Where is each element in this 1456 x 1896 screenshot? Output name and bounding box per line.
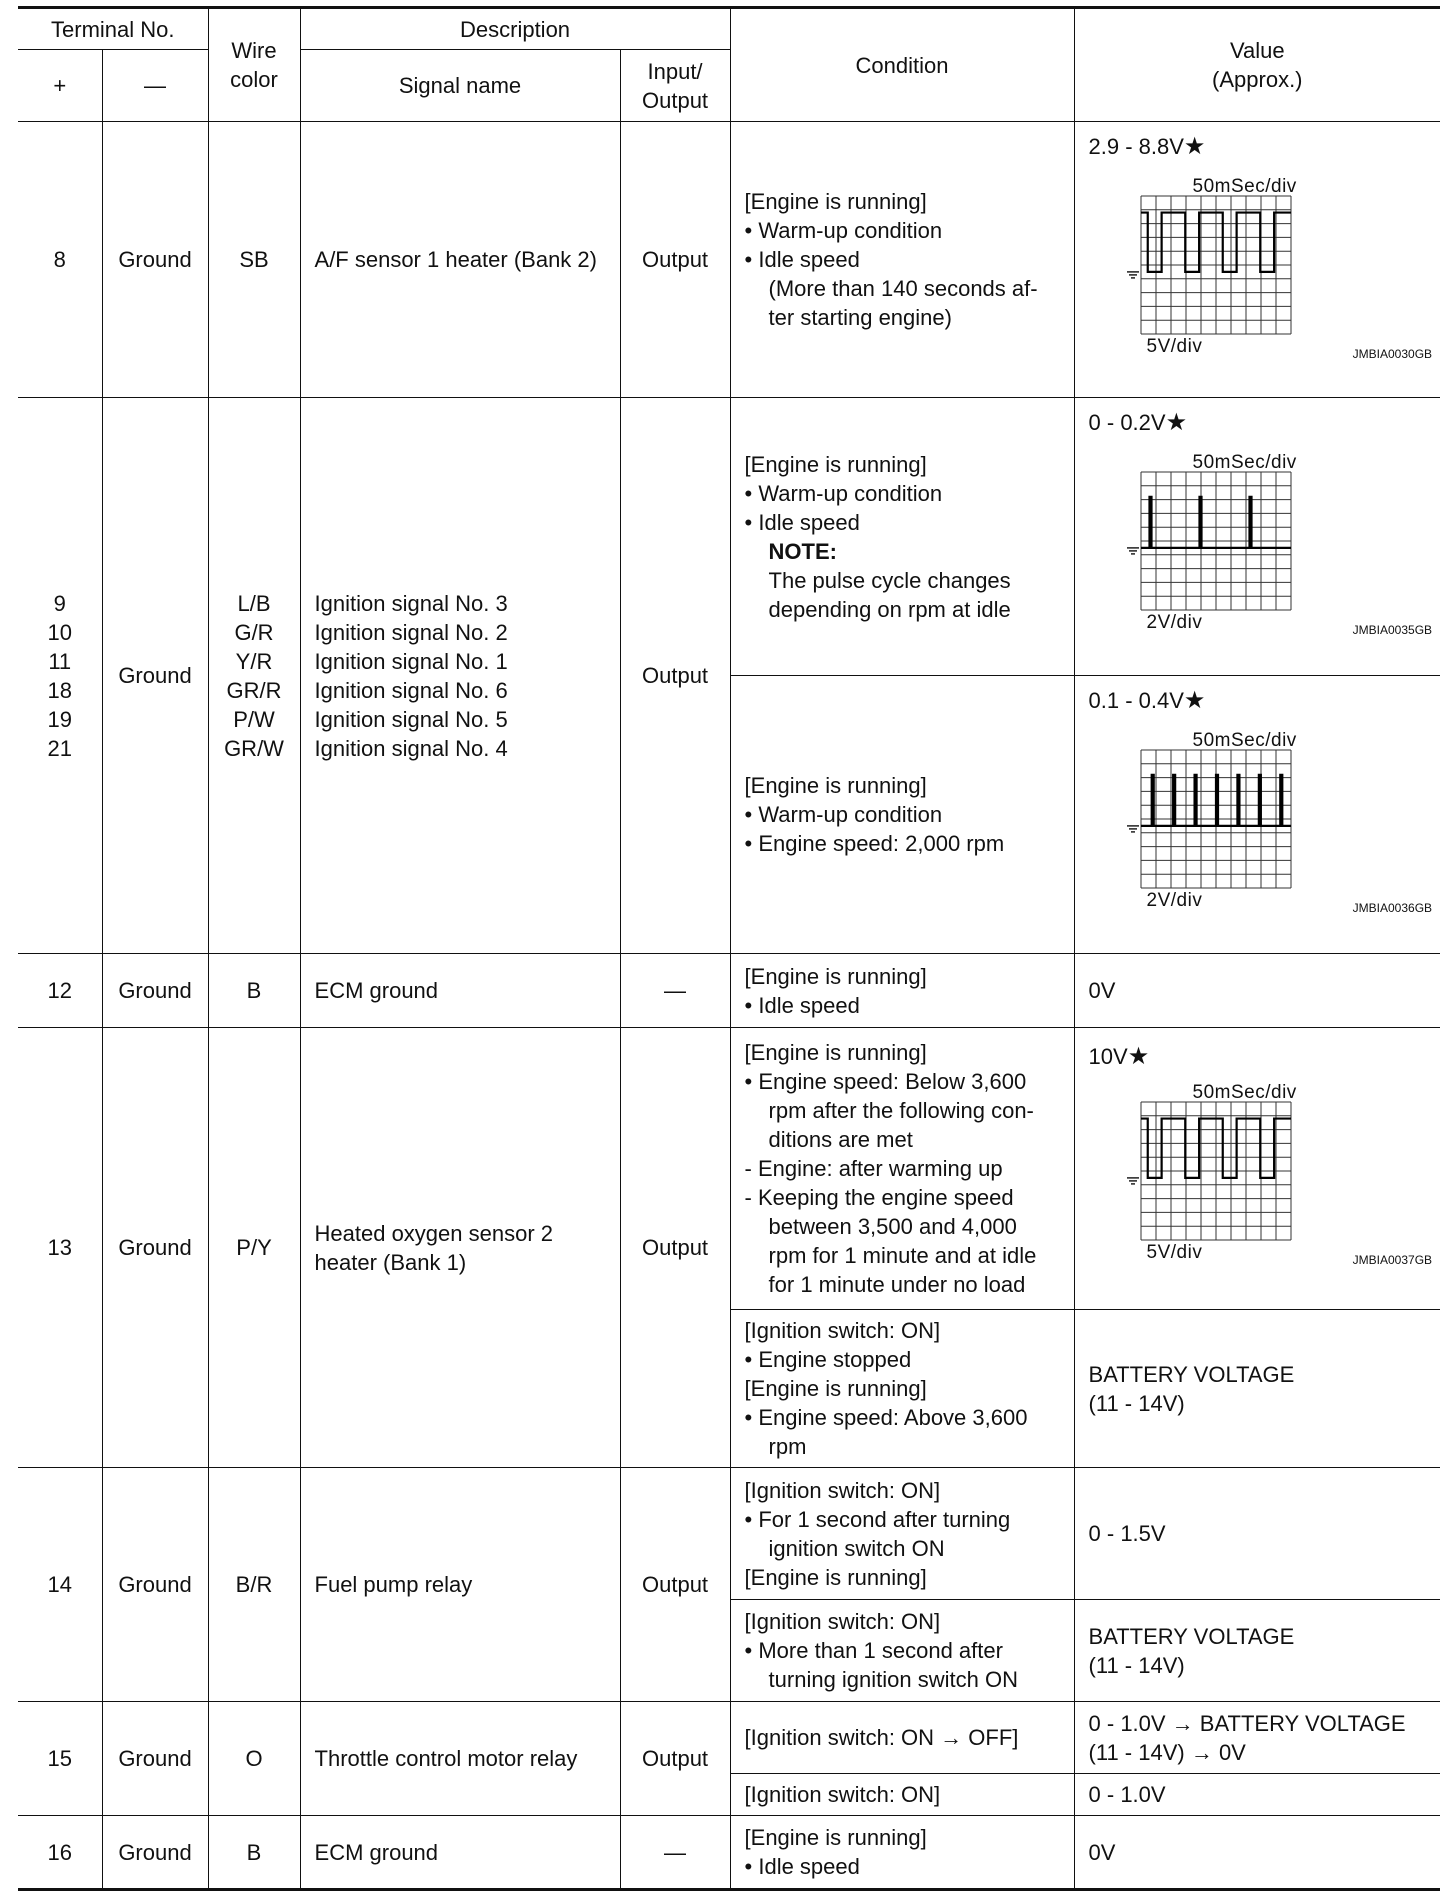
terminal-ground: Ground	[102, 1816, 208, 1890]
condition-bullet: • Idle speed	[744, 509, 860, 535]
terminal-ground: Ground	[102, 1468, 208, 1702]
header-signal-name: Signal name	[300, 50, 620, 122]
header-value: Value (Approx.)	[1074, 8, 1440, 122]
terminal-number: 14	[18, 1468, 102, 1702]
value-waveform-cell	[1074, 1028, 1440, 1310]
condition-line: depending on rpm at idle	[768, 596, 1011, 622]
voltage-scale: 5V/div	[1146, 336, 1203, 357]
voltage-value: 10V★	[1088, 1043, 1150, 1070]
condition-line: for 1 minute under no load	[768, 1272, 1026, 1297]
value-text: 0V	[1074, 1816, 1440, 1890]
condition-bullet: • Warm-up condition	[744, 218, 943, 243]
condition-bullet: • Idle speed	[744, 1854, 860, 1879]
condition-line: [Engine is running]	[744, 1376, 927, 1401]
condition-cell	[730, 122, 1074, 398]
wire-color: B	[208, 1816, 300, 1890]
table-row	[18, 398, 1440, 676]
wire-color: SB	[208, 122, 300, 398]
table-row	[18, 1468, 1440, 1600]
value-text: 0 - 1.0V → BATTERY VOLTAGE (11 - 14V) → 0V	[1074, 1702, 1440, 1774]
condition-line: turning ignition switch ON	[768, 1667, 1018, 1692]
condition-cell	[730, 1702, 1074, 1774]
input-output: Output	[620, 1028, 730, 1468]
condition-line: rpm after the following con-	[768, 1098, 1034, 1123]
terminal-number: 12	[18, 954, 102, 1028]
condition-line: [Ignition switch: ON]	[744, 1609, 941, 1634]
signal-name: Fuel pump relay	[300, 1468, 620, 1702]
condition-line: ter starting engine)	[768, 305, 952, 330]
header-wire-color: Wire color	[208, 8, 300, 122]
terminal-ground: Ground	[102, 1702, 208, 1816]
terminal-number: 8	[18, 122, 102, 398]
table-row	[18, 1702, 1440, 1774]
input-output: —	[620, 1816, 730, 1890]
condition-bullet: • Warm-up condition	[744, 480, 943, 506]
condition-line: [Ignition switch: ON]	[744, 1782, 941, 1807]
value-text: BATTERY VOLTAGE (11 - 14V)	[1074, 1310, 1440, 1468]
wire-color: O	[208, 1702, 300, 1816]
voltage-value: 2.9 - 8.8V★	[1088, 133, 1206, 160]
condition-cell	[730, 1028, 1074, 1310]
condition-line: between 3,500 and 4,000	[768, 1214, 1017, 1239]
condition-line: [Engine is running]	[744, 189, 927, 214]
voltage-value: 0 - 0.2V★	[1088, 409, 1188, 436]
wire-color: P/Y	[208, 1028, 300, 1468]
condition-line: rpm	[768, 1434, 807, 1459]
time-scale: 50mSec/div	[1192, 176, 1297, 197]
condition-cell	[730, 398, 1074, 676]
voltage-value: 0.1 - 0.4V★	[1088, 687, 1206, 714]
wire-color: B	[208, 954, 300, 1028]
condition-cell	[730, 1600, 1074, 1702]
figure-code: JMBIA0036GB	[1352, 901, 1433, 915]
condition-bullet: • Warm-up condition	[744, 802, 943, 827]
condition-cell	[730, 1816, 1074, 1890]
terminal-ground: Ground	[102, 954, 208, 1028]
value-waveform-cell	[1074, 676, 1440, 954]
input-output: Output	[620, 1468, 730, 1702]
signal-name: ECM ground	[300, 954, 620, 1028]
table-row	[18, 122, 1440, 398]
condition-bullet: • Idle speed	[744, 992, 860, 1018]
condition-bullet: • Idle speed	[744, 247, 860, 272]
condition-line: ditions are met	[768, 1127, 913, 1152]
condition-line: ignition switch ON	[768, 1535, 945, 1561]
header-plus: +	[18, 50, 102, 122]
condition-line: [Engine is running]	[744, 1825, 927, 1850]
value-text: BATTERY VOLTAGE (11 - 14V)	[1074, 1600, 1440, 1702]
figure-code: JMBIA0037GB	[1352, 1253, 1433, 1267]
star-icon: ★	[1183, 687, 1206, 714]
condition-cell	[730, 676, 1074, 954]
value-text: 0 - 1.0V	[1074, 1774, 1440, 1816]
terminal-spec-table	[18, 6, 1440, 1891]
header-input-output: Input/ Output	[620, 50, 730, 122]
condition-line: The pulse cycle changes	[768, 567, 1011, 593]
oscilloscope-waveform	[1125, 194, 1295, 336]
wire-color: B/R	[208, 1468, 300, 1702]
signal-name: Ignition signal No. 3 Ignition signal No. 2 Ignition signal No. 1 Ignition signal No. 6 Ignition signal No. 5 Ignition signal No. 4	[300, 398, 620, 954]
value-waveform-cell	[1074, 122, 1440, 398]
input-output: Output	[620, 122, 730, 398]
input-output: Output	[620, 1702, 730, 1816]
figure-code: JMBIA0035GB	[1352, 623, 1433, 637]
table-row	[18, 1028, 1440, 1310]
voltage-scale: 2V/div	[1146, 612, 1203, 633]
value-text: 0V	[1074, 954, 1440, 1028]
condition-cell	[730, 1468, 1074, 1600]
signal-name: Heated oxygen sensor 2 heater (Bank 1)	[300, 1028, 620, 1468]
condition-line: [Engine is running]	[744, 1040, 927, 1065]
terminal-ground: Ground	[102, 1028, 208, 1468]
condition-bullet: • More than 1 second after	[744, 1638, 1003, 1663]
condition-line: [Engine is running]	[744, 451, 927, 477]
condition-bullet: • Engine speed: Above 3,600	[744, 1405, 1028, 1430]
oscilloscope-waveform	[1125, 748, 1295, 890]
value-text: 0 - 1.5V	[1074, 1468, 1440, 1600]
star-icon: ★	[1127, 1043, 1150, 1070]
oscilloscope-waveform	[1125, 1100, 1295, 1242]
condition-line: (More than 140 seconds af-	[768, 276, 1038, 301]
condition-note: NOTE:	[768, 538, 837, 564]
condition-line: [Engine is running]	[744, 1564, 927, 1590]
condition-line: [Ignition switch: ON]	[744, 1318, 941, 1343]
condition-bullet: • Engine stopped	[744, 1347, 912, 1372]
condition-line: [Engine is running]	[744, 773, 927, 798]
time-scale: 50mSec/div	[1192, 1082, 1297, 1103]
condition-bullet: • Engine speed: Below 3,600	[744, 1069, 1027, 1094]
wire-color: L/B G/R Y/R GR/R P/W GR/W	[208, 398, 300, 954]
header-minus: —	[102, 50, 208, 122]
voltage-scale: 5V/div	[1146, 1242, 1203, 1263]
table-row	[18, 1816, 1440, 1890]
oscilloscope-waveform	[1125, 470, 1295, 612]
terminal-number: 13	[18, 1028, 102, 1468]
header-condition: Condition	[730, 8, 1074, 122]
terminal-number: 9 10 11 18 19 21	[18, 398, 102, 954]
terminal-number: 15	[18, 1702, 102, 1816]
terminal-ground: Ground	[102, 398, 208, 954]
terminal-number: 16	[18, 1816, 102, 1890]
time-scale: 50mSec/div	[1192, 730, 1297, 751]
condition-line: [Engine is running]	[744, 963, 927, 989]
condition-dash: - Engine: after warming up	[744, 1156, 1003, 1181]
figure-code: JMBIA0030GB	[1352, 347, 1433, 361]
condition-line: rpm for 1 minute and at idle	[768, 1243, 1037, 1268]
condition-dash: - Keeping the engine speed	[744, 1185, 1014, 1210]
voltage-scale: 2V/div	[1146, 890, 1203, 911]
value-waveform-cell	[1074, 398, 1440, 676]
condition-bullet: • For 1 second after turning	[744, 1506, 1011, 1532]
condition-cell	[730, 1310, 1074, 1468]
condition-cell	[730, 1774, 1074, 1816]
condition-line: [Ignition switch: ON → OFF]	[744, 1725, 1019, 1750]
table-row	[18, 954, 1440, 1028]
terminal-ground: Ground	[102, 122, 208, 398]
input-output: —	[620, 954, 730, 1028]
star-icon: ★	[1183, 133, 1206, 160]
star-icon: ★	[1165, 409, 1188, 436]
condition-line: [Ignition switch: ON]	[744, 1477, 941, 1503]
input-output: Output	[620, 398, 730, 954]
condition-bullet: • Engine speed: 2,000 rpm	[744, 831, 1005, 856]
header-description: Description	[300, 8, 730, 50]
condition-cell	[730, 954, 1074, 1028]
header-terminal-no: Terminal No.	[18, 8, 208, 50]
signal-name: ECM ground	[300, 1816, 620, 1890]
signal-name: Throttle control motor relay	[300, 1702, 620, 1816]
time-scale: 50mSec/div	[1192, 452, 1297, 473]
signal-name: A/F sensor 1 heater (Bank 2)	[300, 122, 620, 398]
